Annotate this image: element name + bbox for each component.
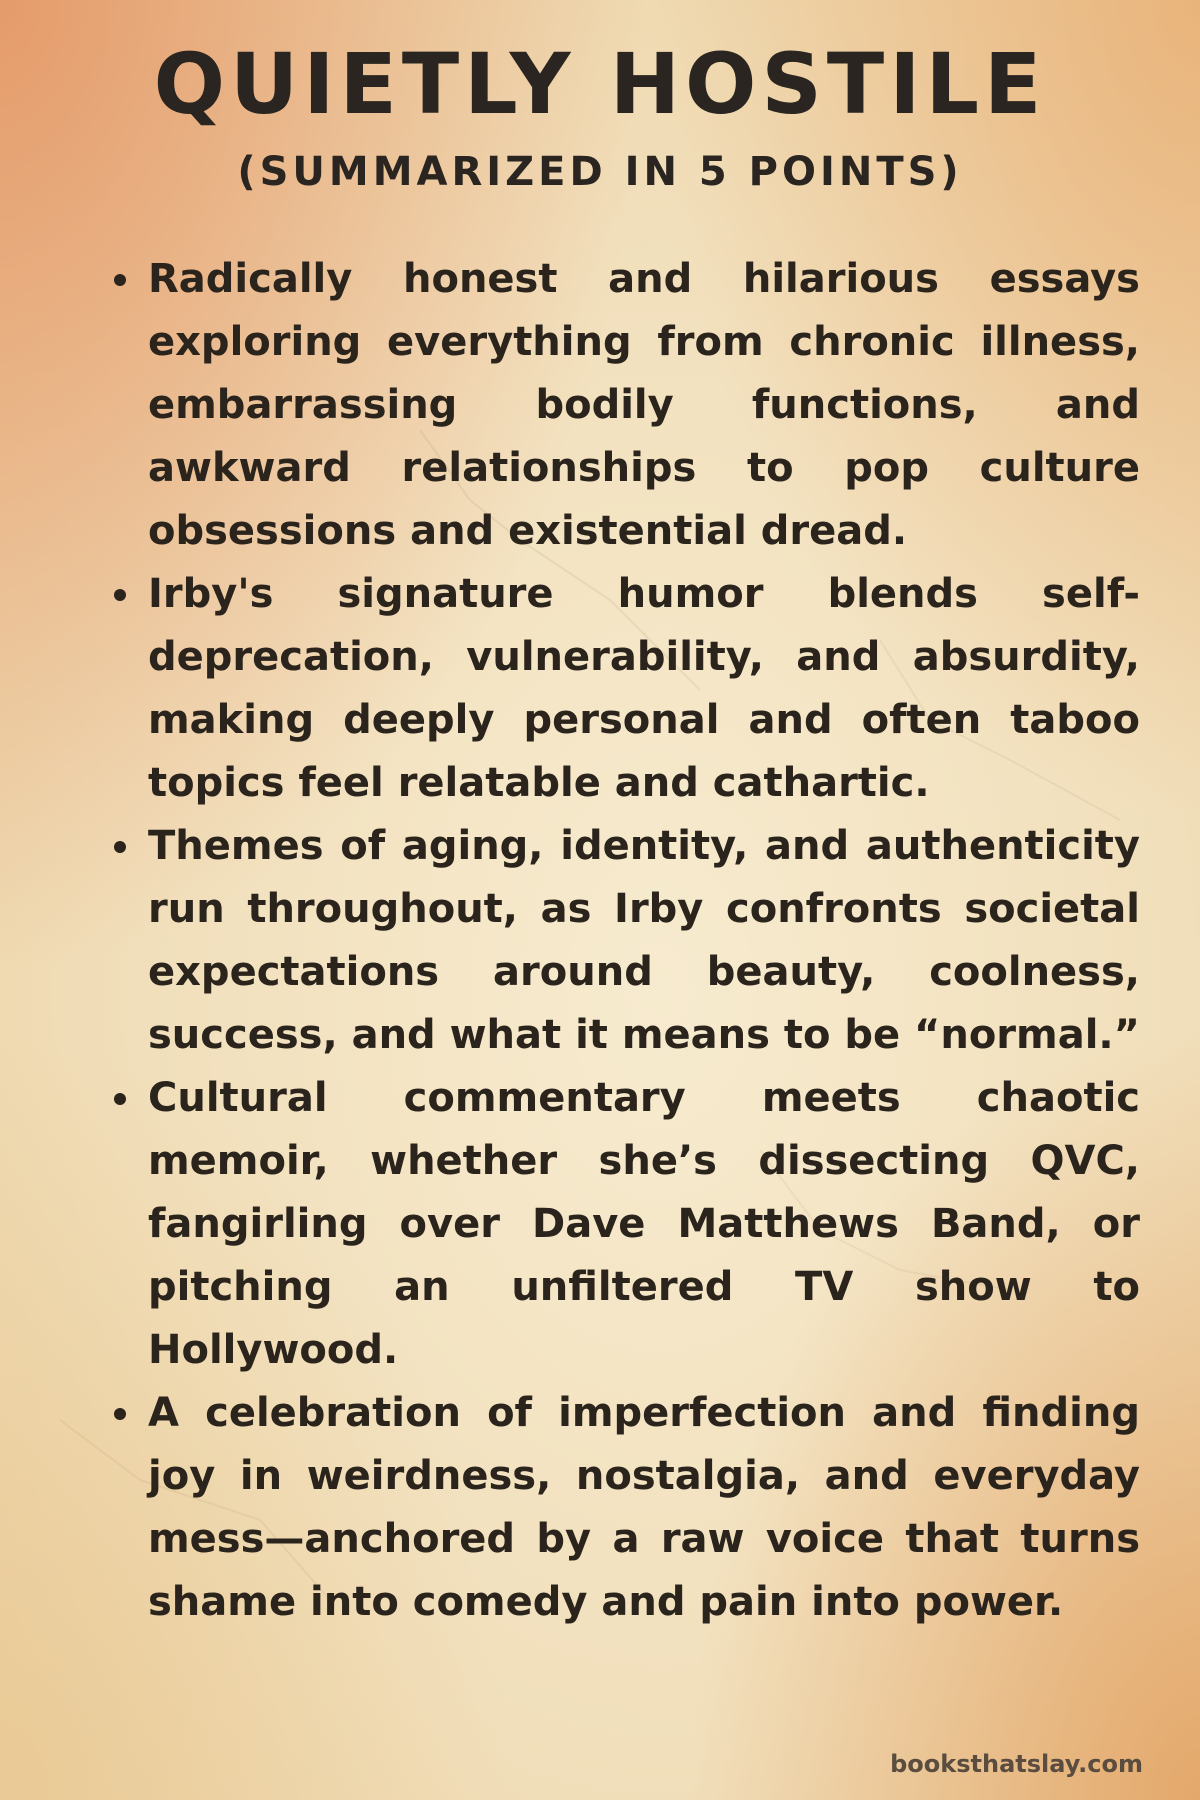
summary-point-3: Themes of aging, identity, and authenticity run throughout, as Irby confronts societal expectations around beauty, coolness, success, and what it means to be “normal.” [148,815,1140,1067]
summary-point-4: Cultural commentary meets chaotic memoir, whether she’s dissecting QVC, fangirling over Dave Matthews Band, or pitching an unfiltered TV show to Hollywood. [148,1067,1140,1382]
summary-point-1: Radically honest and hilarious essays exploring everything from chronic illness, embarrassing bodily functions, and awkward relationships to pop culture obsessions and existential dread. [148,248,1140,563]
summary-points-list [148,248,1140,1634]
page-title: QUIETLY HOSTILE [153,35,1047,133]
summary-point-2: Irby's signature humor blends self-deprecation, vulnerability, and absurdity, making deeply personal and often taboo topics feel relatable and cathartic. [148,563,1140,815]
site-credit: booksthatslay.com [890,1750,1143,1778]
page-subtitle: (SUMMARIZED IN 5 POINTS) [237,149,963,195]
summary-point-5: A celebration of imperfection and finding joy in weirdness, nostalgia, and everyday mess—anchored by a raw voice that turns shame into comedy and pain into power. [148,1382,1140,1634]
